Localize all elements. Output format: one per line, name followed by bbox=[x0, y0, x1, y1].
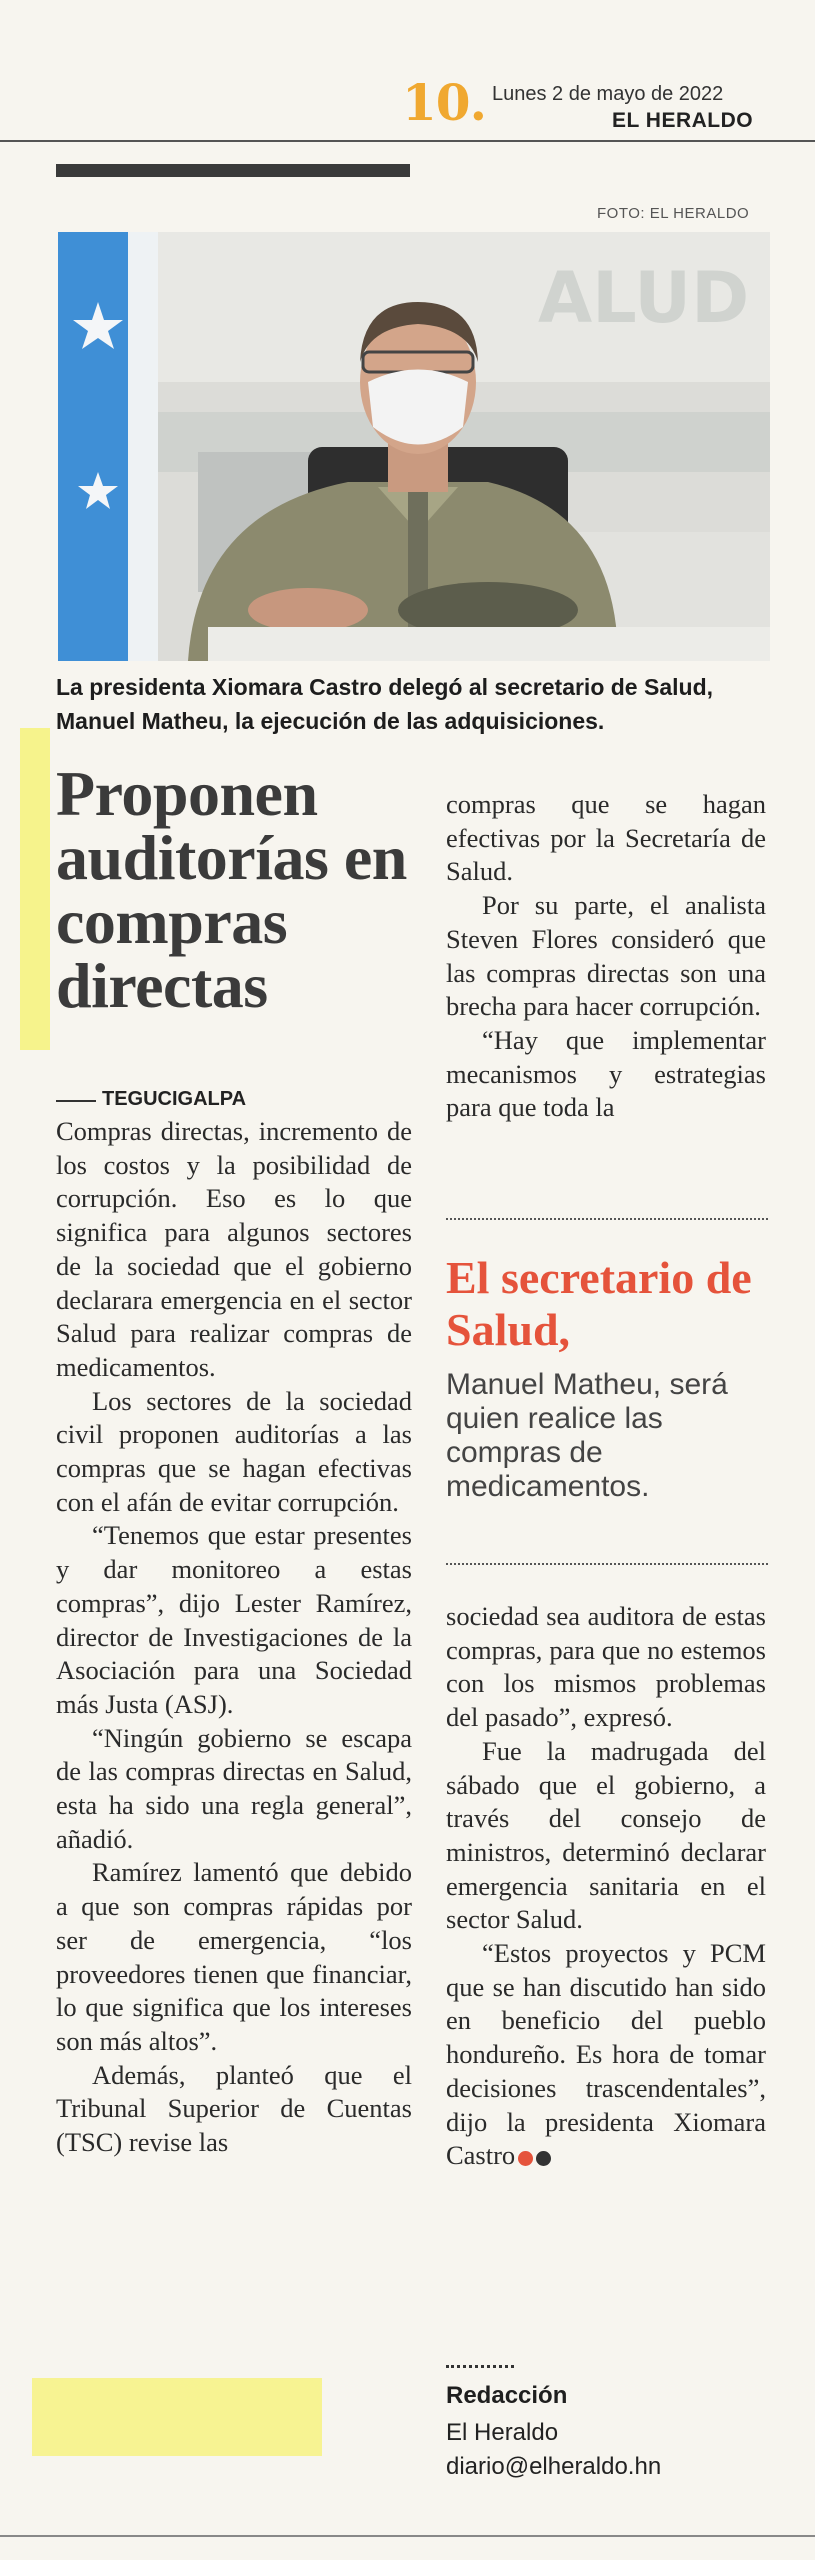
pullquote-bottom-rule bbox=[446, 1563, 768, 1565]
end-mark-dot-icon bbox=[536, 2151, 551, 2166]
paragraph: Compras directas, incremento de los costos y la posibilidad de corrupción. Eso es lo que significa para algunos sectores de la sociedad que el gobierno declarara emergencia en el sector Salud para realizar compras de medicamentos. bbox=[56, 1116, 412, 1382]
photo-caption: La presidenta Xiomara Castro delegó al secretario de Salud, Manuel Matheu, la ejecución de las adquisiciones. bbox=[56, 674, 714, 734]
closing-paragraph-text: “Estos proyectos y PCM que se han discutido han sido en beneficio del pueblo hondureño. Es hora de tomar decisiones trascendentales”, dijo la presidenta Xiomara Castro bbox=[446, 1938, 766, 2171]
dateline: TEGUCIGALPA bbox=[102, 1088, 247, 1110]
paragraph: Además, planteó que el Tribunal Superior de Cuentas (TSC) revise las bbox=[56, 2059, 412, 2158]
paragraph: “Tenemos que estar presentes y dar monitoreo a estas compras”, dijo Lester Ramírez, director de Investigaciones de la Asociación para una Sociedad más Justa (ASJ). bbox=[56, 1520, 412, 1719]
article-photo bbox=[58, 232, 770, 661]
signoff-name: El Heraldo bbox=[446, 2419, 559, 2446]
signoff-email[interactable]: diario@elheraldo.hn bbox=[446, 2453, 662, 2480]
headline: Proponen auditorías en compras directas bbox=[56, 758, 407, 1021]
paragraph: Fue la madrugada del sábado que el gobierno, a través del consejo de ministros, determinó declarar emergencia sanitaria en el sector Salud. bbox=[446, 1735, 766, 1935]
pullquote-body: Manuel Matheu, será quien realice las compras de medicamentos. bbox=[446, 1368, 728, 1503]
paragraph: compras que se hagan efectivas por la Secretaría de Salud. bbox=[446, 789, 766, 887]
paragraph: “Hay que implementar mecanismos y estrategias para que toda la bbox=[446, 1024, 766, 1123]
signoff bbox=[446, 2416, 661, 2484]
article-column-2-top bbox=[446, 788, 766, 1125]
article-column-2-bottom bbox=[446, 1600, 766, 2173]
highlighter-mark bbox=[20, 728, 50, 1050]
pullquote-title: El secretario de Salud, bbox=[446, 1252, 752, 1355]
paragraph: sociedad sea auditora de estas compras, para que no estemos con los mismos problemas del pasado”, expresó. bbox=[446, 1601, 766, 1733]
footer-rule bbox=[0, 2535, 815, 2537]
paragraph: Los sectores de la sociedad civil proponen auditorías a las compras que se hagan efectivas con el afán de evitar corrupción. bbox=[56, 1385, 412, 1517]
publication-name: EL HERALDO bbox=[612, 109, 754, 132]
page-number: 10. bbox=[402, 73, 486, 132]
author-label: Redacción bbox=[446, 2382, 568, 2409]
svg-text:ALUD: ALUD bbox=[538, 257, 750, 339]
paragraph: Por su parte, el analista Steven Flores consideró que las compras directas son una brecha para hacer corrupción. bbox=[446, 890, 766, 1022]
paragraph: “Ningún gobierno se escapa de las compras directas en Salud, esta ha sido una regla general”, añadió. bbox=[56, 1722, 412, 1854]
photo-illustration bbox=[58, 232, 770, 661]
dateline-rule bbox=[56, 1100, 96, 1102]
article-column-1 bbox=[56, 1115, 412, 2160]
section-bar bbox=[56, 164, 410, 177]
header-rule bbox=[0, 140, 815, 142]
paragraph: Ramírez lamentó que debido a que son compras rápidas por ser de emergencia, “los proveedores tienen que financiar, lo que significa que los intereses son más altos”. bbox=[56, 1857, 412, 2056]
highlighter-mark-tsc bbox=[32, 2378, 322, 2456]
pullquote-top-rule bbox=[446, 1218, 768, 1220]
paragraph bbox=[446, 1937, 766, 2173]
signoff-rule bbox=[446, 2365, 514, 2368]
issue-date: Lunes 2 de mayo de 2022 bbox=[492, 83, 724, 105]
end-mark-dot-icon bbox=[518, 2151, 533, 2166]
photo-credit: FOTO: EL HERALDO bbox=[597, 205, 750, 222]
